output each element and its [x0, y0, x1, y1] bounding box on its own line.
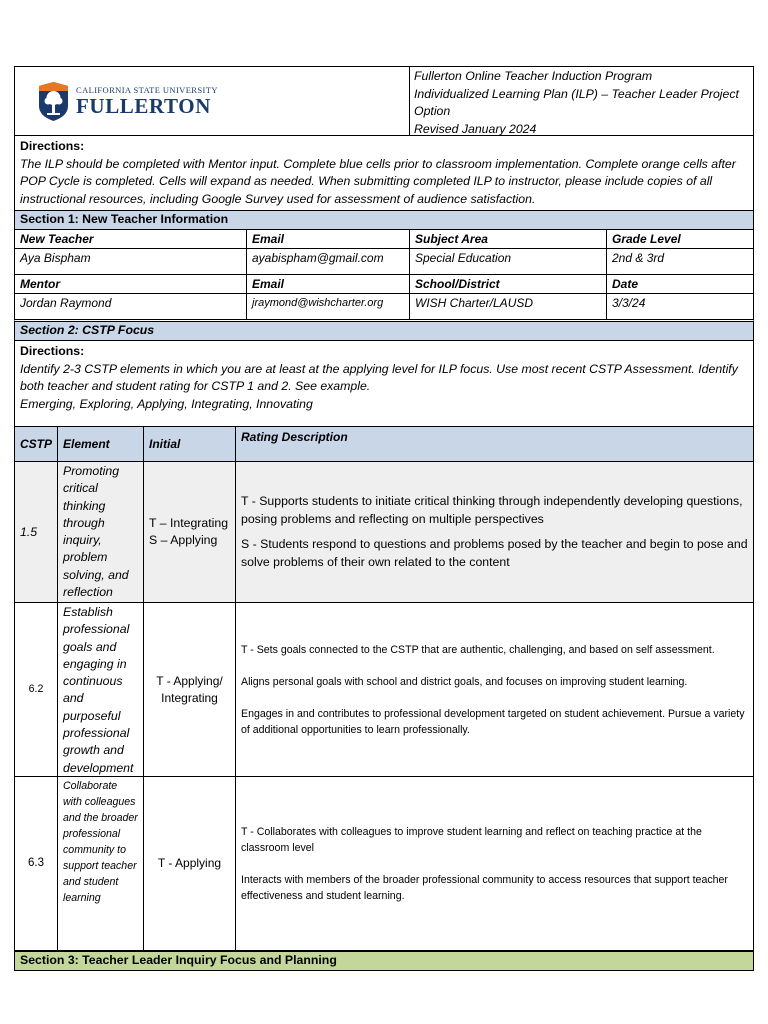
cstp-row-6-3 [14, 776, 754, 950]
new-teacher-value[interactable]: Aya Bispham [15, 249, 247, 274]
csuf-seal-icon [37, 82, 70, 121]
section1-header [14, 210, 754, 229]
section2-directions-label: Directions: [20, 344, 85, 358]
mentor-label: Mentor [15, 275, 247, 293]
plan-title: Individualized Learning Plan (ILP) – Teacher Leader Project Option [414, 86, 739, 118]
program-info [410, 67, 753, 135]
cstp-number: 6.3 [15, 777, 58, 950]
section1-title: Section 1: New Teacher Information [15, 211, 753, 229]
school-district-value[interactable]: WISH Charter/LAUSD [410, 294, 607, 319]
school-district-label: School/District [410, 275, 607, 293]
logo-fullerton-line: FULLERTON [76, 94, 211, 118]
cstp-row-1-5 [14, 461, 754, 602]
mentor-email-value[interactable]: jraymond@wishcharter.org [247, 294, 410, 319]
cstp-number: 6.2 [15, 603, 58, 776]
initial-rating: T - Applying [144, 777, 236, 950]
initial-teacher-rating: T – Integrating [149, 515, 229, 530]
section2-title: Section 2: CSTP Focus [15, 322, 753, 340]
logo-university-line: CALIFORNIA STATE UNIVERSITY [76, 85, 218, 95]
cstp-table-header [14, 426, 754, 461]
section3-header [14, 950, 754, 971]
subject-area-label: Subject Area [410, 230, 607, 248]
rating-description-2: Aligns personal goals with school and district goals, and focuses on improving student learning. [241, 675, 688, 688]
col-initial: Initial [144, 427, 236, 461]
cstp-element: Promoting critical thinking through inquiry, problem solving, and reflection [58, 462, 144, 602]
col-cstp: CSTP [15, 427, 58, 461]
grade-level-value[interactable]: 2nd & 3rd [612, 251, 665, 265]
csuf-logo [37, 82, 218, 121]
cstp-row-6-2 [14, 602, 754, 776]
ilp-document [14, 66, 754, 971]
directions-label: Directions: [20, 139, 85, 153]
cstp-element: Collaborate with colleagues and the broader professional community to support teacher and student learning [58, 777, 144, 950]
date-value[interactable]: 3/3/24 [612, 296, 646, 310]
grade-level-label: Grade Level [612, 232, 681, 246]
col-element: Element [58, 427, 144, 461]
section2-directions [14, 340, 754, 426]
cstp-element: Establish professional goals and engaging in continuous and purposeful professional growth and development [58, 603, 144, 776]
initial-student-rating: S – Applying [149, 533, 218, 547]
col-rating-description: Rating Description [241, 430, 348, 444]
program-title: Fullerton Online Teacher Induction Program [414, 69, 653, 83]
subject-area-value[interactable]: Special Education [410, 249, 607, 274]
rating-description-1: T - Collaborates with colleagues to improve student learning and reflect on teaching practice at the classroom level [241, 825, 702, 854]
section2-directions-text: Identify 2-3 CSTP elements in which you are at least at the applying level for ILP focus. Use most recent CSTP Assessment. Identify both teacher and student rating for CSTP 1 and 2. See example. [20, 361, 738, 393]
mentor-email-label: Email [247, 275, 410, 293]
directions-text: The ILP should be completed with Mentor input. Complete blue cells prior to classroom implementation. Complete orange cells after POP Cycle is completed. Cells will expand as needed. When submitting completed ILP to instructor, please include copies of all instructional resources, including Google Survey used for assessment of audience satisfaction. [20, 156, 736, 206]
rating-description-student: S - Students respond to questions and problems posed by the teacher and begin to pose and solve problems of their own related to the content [241, 537, 748, 569]
email-label: Email [247, 230, 410, 248]
new-teacher-label: New Teacher [15, 230, 247, 248]
directions-block [14, 135, 754, 210]
teacher-email-value[interactable]: ayabispham@gmail.com [247, 249, 410, 274]
section3-title: Section 3: Teacher Leader Inquiry Focus and Planning [15, 952, 753, 970]
rating-description-1: T - Sets goals connected to the CSTP that are authentic, challenging, and based on self assessment. [241, 643, 715, 656]
logo-cell [15, 67, 410, 135]
mentor-value[interactable]: Jordan Raymond [15, 294, 247, 319]
rating-description-3: Engages in and contributes to professional development targeted on student achievement. Pursue a variety of additional opportunities to learn professionally. [241, 707, 745, 736]
revision-date: Revised January 2024 [414, 121, 537, 136]
mentor-labels-row [14, 274, 754, 293]
rating-description-2: Interacts with members of the broader professional community to access resources that support teacher effectiveness and student learning. [241, 873, 728, 902]
date-label: Date [612, 277, 639, 291]
document-header [14, 66, 754, 135]
teacher-labels-row [14, 229, 754, 248]
initial-rating: T - Applying/ Integrating [144, 603, 236, 776]
section2-header [14, 319, 754, 340]
mentor-values-row [14, 293, 754, 319]
teacher-values-row [14, 248, 754, 274]
cstp-number: 1.5 [15, 462, 58, 602]
rating-levels: Emerging, Exploring, Applying, Integrating, Innovating [20, 396, 313, 411]
rating-description-teacher: T - Supports students to initiate critical thinking through independently developing questions, posing problems and reflecting on multiple perspectives [241, 494, 743, 526]
